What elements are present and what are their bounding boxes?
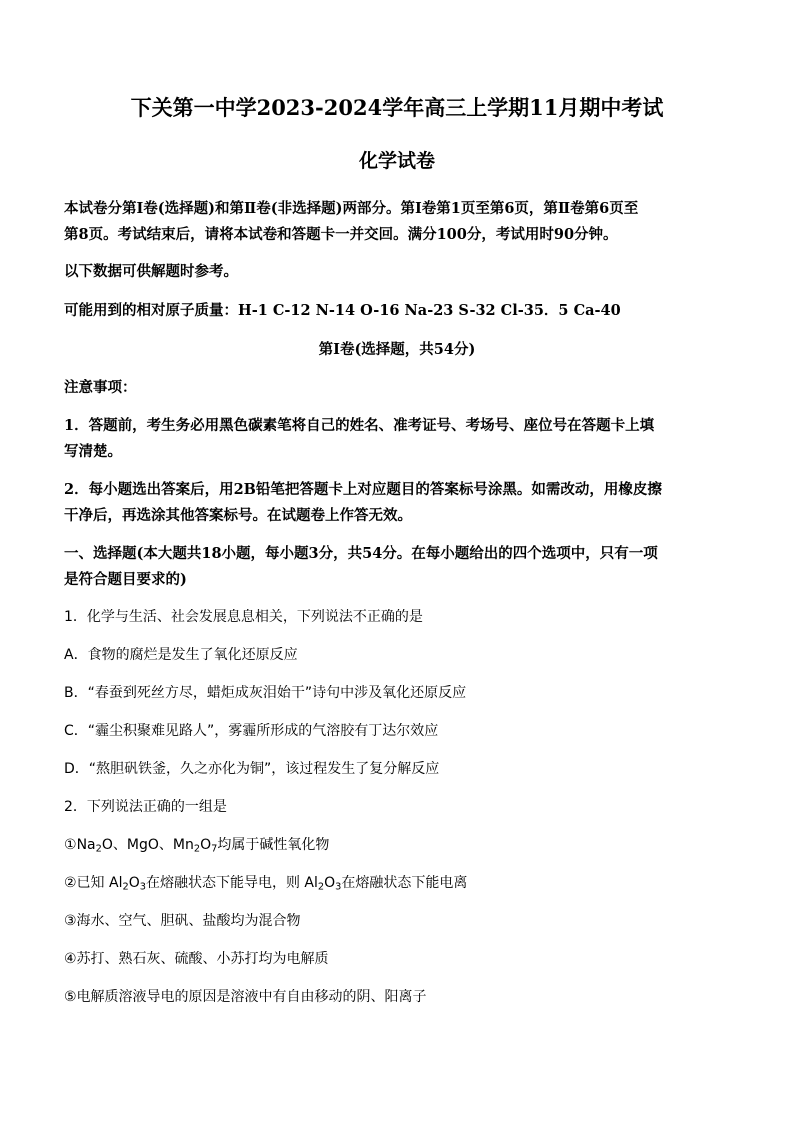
formula-text: O xyxy=(128,875,140,891)
statement-text: 在熔融状态下能导电，则 Al xyxy=(145,875,318,891)
subscript: 2 xyxy=(95,843,102,855)
part-1-heading-line-1: 一、选择题(本大题共18小题，每小题3分，共54分。在每小题给出的四个选项中，只有一项 xyxy=(64,545,658,562)
exam-title: 下关第一中学2023-2024学年高三上学期11月期中考试 xyxy=(130,95,664,120)
question-2-statement-5: ⑤电解质溶液导电的原因是溶液中有自由移动的阴、阳离子 xyxy=(64,989,427,1005)
notice-heading: 注意事项： xyxy=(64,379,137,396)
question-1-stem: 1．化学与生活、社会发展息息相关，下列说法不正确的是 xyxy=(64,609,423,625)
question-1-option-d: D．“熬胆矾铁釜，久之亦化为铜”，该过程发生了复分解反应 xyxy=(64,761,440,777)
statement-text: ②已知 Al xyxy=(64,875,123,891)
statement-mark: ① xyxy=(64,837,77,853)
formula-text: O、MgO、Mn xyxy=(101,837,194,853)
notice-item-2-line-1: 2．每小题选出答案后，用2B铅笔把答题卡上对应题目的答案标号涂黑。如需改动，用橡皮擦 xyxy=(64,481,662,498)
subscript: 2 xyxy=(193,843,201,855)
notice-item-1-line-1: 1．答题前，考生务必用黑色碳素笔将自己的姓名、准考证号、考场号、座位号在答题卡上填 xyxy=(64,417,655,434)
section-1-title: 第Ⅰ卷(选择题，共54分) xyxy=(318,341,476,358)
subscript: 3 xyxy=(335,881,342,893)
notice-item-2-line-2: 干净后，再选涂其他答案标号。在试题卷上作答无效。 xyxy=(64,507,412,524)
atomic-masses: 可能用到的相对原子质量：H-1 C-12 N-14 O-16 Na-23 S-32 Cl-35．5 Ca-40 xyxy=(64,302,621,319)
data-note: 以下数据可供解题时参考。 xyxy=(64,263,238,280)
exam-subtitle: 化学试卷 xyxy=(358,150,435,172)
statement-text: 均属于碱性氧化物 xyxy=(217,837,330,853)
subscript: 2 xyxy=(122,881,129,893)
formula-text: O xyxy=(324,875,336,891)
subscript: 2 xyxy=(317,881,325,893)
question-2-stem: 2．下列说法正确的一组是 xyxy=(64,799,227,815)
question-2-statement-3: ③海水、空气、胆矾、盐酸均为混合物 xyxy=(64,913,301,929)
notice-item-1-line-2: 写清楚。 xyxy=(64,443,122,460)
statement-text: 在熔融状态下能电离 xyxy=(341,875,468,891)
subscript: 7 xyxy=(211,843,218,855)
intro-line-1: 本试卷分第Ⅰ卷(选择题)和第Ⅱ卷(非选择题)两部分。第Ⅰ卷第1页至第6页，第Ⅱ卷第6页至 xyxy=(64,200,639,217)
formula-text: O xyxy=(200,837,212,853)
question-2-statement-4: ④苏打、熟石灰、硫酸、小苏打均为电解质 xyxy=(64,951,329,967)
question-1-option-a: A．食物的腐烂是发生了氧化还原反应 xyxy=(64,647,298,663)
question-1-option-c: C．“霾尘积聚难见路人”，雾霾所形成的气溶胶有丁达尔效应 xyxy=(64,723,439,739)
question-2-statement-2 xyxy=(64,875,732,893)
subscript: 3 xyxy=(139,881,146,893)
question-2-statement-1 xyxy=(64,837,732,855)
formula-text: Na xyxy=(76,837,96,853)
intro-line-2: 第8页。考试结束后，请将本试卷和答题卡一并交回。满分100分，考试用时90分钟。 xyxy=(64,226,618,243)
question-1-option-b: B．“春蚕到死丝方尽，蜡炬成灰泪始干”诗句中涉及氧化还原反应 xyxy=(64,685,467,701)
part-1-heading-line-2: 是符合题目要求的) xyxy=(64,571,187,588)
